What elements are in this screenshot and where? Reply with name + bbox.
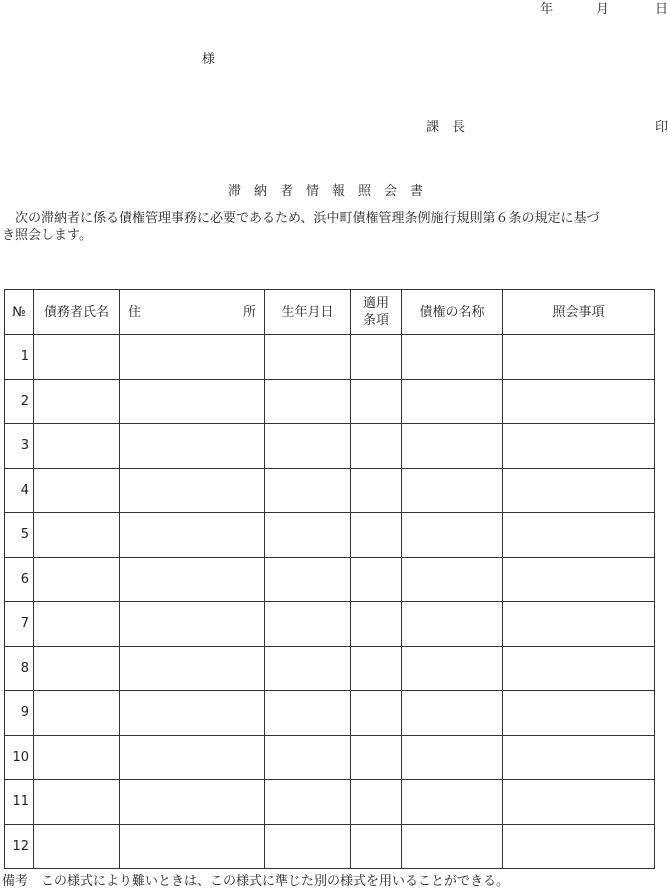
cell-address[interactable] — [120, 691, 265, 736]
cell-claim-name[interactable] — [402, 335, 503, 380]
cell-debtor-name[interactable] — [34, 557, 120, 602]
cell-clause[interactable] — [351, 646, 402, 691]
seal-mark: 印 — [655, 120, 668, 135]
cell-address[interactable] — [120, 735, 265, 780]
table-row — [5, 646, 655, 691]
cell-debtor-name[interactable] — [34, 468, 120, 513]
cell-clause[interactable] — [351, 424, 402, 469]
cell-clause[interactable] — [351, 468, 402, 513]
cell-claim-name[interactable] — [402, 735, 503, 780]
table-row — [5, 691, 655, 736]
table-row — [5, 335, 655, 380]
cell-birthdate[interactable] — [265, 424, 351, 469]
date-day: 日 — [655, 2, 668, 17]
cell-claim-name[interactable] — [402, 468, 503, 513]
header-no: № — [5, 290, 34, 335]
cell-clause[interactable] — [351, 691, 402, 736]
table-row — [5, 602, 655, 647]
body-line-1: 次の滞納者に係る債権管理事務に必要であるため、浜中町債権管理条例施行規則第６条の規定に基づ — [2, 211, 600, 226]
cell-debtor-name[interactable] — [34, 335, 120, 380]
header-address — [120, 290, 265, 335]
header-clause-line1: 適用 — [362, 296, 389, 311]
row-number: 9 — [5, 691, 34, 736]
cell-birthdate[interactable] — [265, 557, 351, 602]
cell-debtor-name[interactable] — [34, 780, 120, 825]
body-line-2: き照会します。 — [2, 228, 92, 243]
addressee-suffix: 様 — [202, 52, 216, 67]
header-clause-line2: 条項 — [362, 313, 389, 328]
cell-claim-name[interactable] — [402, 780, 503, 825]
row-number: 2 — [5, 379, 34, 424]
cell-inquiry[interactable] — [503, 691, 655, 736]
cell-birthdate[interactable] — [265, 824, 351, 869]
cell-claim-name[interactable] — [402, 691, 503, 736]
header-inquiry: 照会事項 — [503, 290, 655, 335]
cell-clause[interactable] — [351, 602, 402, 647]
cell-birthdate[interactable] — [265, 646, 351, 691]
cell-address[interactable] — [120, 424, 265, 469]
cell-debtor-name[interactable] — [34, 424, 120, 469]
cell-claim-name[interactable] — [402, 646, 503, 691]
cell-clause[interactable] — [351, 379, 402, 424]
cell-birthdate[interactable] — [265, 735, 351, 780]
cell-birthdate[interactable] — [265, 513, 351, 558]
cell-inquiry[interactable] — [503, 646, 655, 691]
date-line — [540, 0, 553, 17]
table-header-row — [5, 290, 655, 335]
row-number: 1 — [5, 335, 34, 380]
cell-inquiry[interactable] — [503, 602, 655, 647]
table-row — [5, 557, 655, 602]
cell-inquiry[interactable] — [503, 468, 655, 513]
cell-claim-name[interactable] — [402, 424, 503, 469]
cell-address[interactable] — [120, 335, 265, 380]
cell-debtor-name[interactable] — [34, 735, 120, 780]
row-number: 11 — [5, 780, 34, 825]
cell-inquiry[interactable] — [503, 335, 655, 380]
cell-birthdate[interactable] — [265, 335, 351, 380]
row-number: 3 — [5, 424, 34, 469]
cell-address[interactable] — [120, 557, 265, 602]
table-row — [5, 424, 655, 469]
cell-debtor-name[interactable] — [34, 691, 120, 736]
cell-debtor-name[interactable] — [34, 646, 120, 691]
table-row — [5, 780, 655, 825]
cell-address[interactable] — [120, 468, 265, 513]
header-clause — [351, 290, 402, 335]
cell-clause[interactable] — [351, 557, 402, 602]
cell-inquiry[interactable] — [503, 513, 655, 558]
cell-debtor-name[interactable] — [34, 824, 120, 869]
cell-clause[interactable] — [351, 824, 402, 869]
header-address-right: 所 — [242, 304, 256, 320]
footnote: 備考 この様式により難いときは、この様式に準じた別の様式を用いることができる。 — [2, 874, 510, 889]
cell-debtor-name[interactable] — [34, 602, 120, 647]
cell-address[interactable] — [120, 602, 265, 647]
row-number: 10 — [5, 735, 34, 780]
header-birthdate: 生年月日 — [265, 290, 351, 335]
cell-inquiry[interactable] — [503, 824, 655, 869]
row-number: 6 — [5, 557, 34, 602]
cell-inquiry[interactable] — [503, 424, 655, 469]
cell-clause[interactable] — [351, 513, 402, 558]
cell-debtor-name[interactable] — [34, 513, 120, 558]
table-row — [5, 379, 655, 424]
table-body — [5, 335, 655, 869]
cell-inquiry[interactable] — [503, 379, 655, 424]
row-number: 4 — [5, 468, 34, 513]
header-debtor-name: 債務者氏名 — [34, 290, 120, 335]
table-row — [5, 824, 655, 869]
sender-title: 課 長 — [426, 120, 466, 135]
date-month: 月 — [596, 2, 610, 17]
cell-address[interactable] — [120, 780, 265, 825]
cell-clause[interactable] — [351, 335, 402, 380]
cell-address[interactable] — [120, 824, 265, 869]
cell-birthdate[interactable] — [265, 468, 351, 513]
cell-address[interactable] — [120, 646, 265, 691]
cell-debtor-name[interactable] — [34, 379, 120, 424]
date-year: 年 — [540, 2, 554, 17]
cell-claim-name[interactable] — [402, 379, 503, 424]
cell-birthdate[interactable] — [265, 379, 351, 424]
cell-claim-name[interactable] — [402, 602, 503, 647]
cell-birthdate[interactable] — [265, 691, 351, 736]
cell-birthdate[interactable] — [265, 780, 351, 825]
row-number: 12 — [5, 824, 34, 869]
cell-inquiry[interactable] — [503, 780, 655, 825]
row-number: 8 — [5, 646, 34, 691]
cell-clause[interactable] — [351, 780, 402, 825]
cell-birthdate[interactable] — [265, 602, 351, 647]
cell-clause[interactable] — [351, 735, 402, 780]
table-row — [5, 735, 655, 780]
document-title: 滞 納 者 情 報 照 会 書 — [228, 184, 424, 199]
debtor-table — [4, 289, 655, 869]
cell-claim-name[interactable] — [402, 513, 503, 558]
cell-claim-name[interactable] — [402, 824, 503, 869]
table-row — [5, 513, 655, 558]
cell-address[interactable] — [120, 379, 265, 424]
cell-inquiry[interactable] — [503, 557, 655, 602]
cell-address[interactable] — [120, 513, 265, 558]
row-number: 5 — [5, 513, 34, 558]
cell-inquiry[interactable] — [503, 735, 655, 780]
row-number: 7 — [5, 602, 34, 647]
cell-claim-name[interactable] — [402, 557, 503, 602]
body-text — [2, 210, 666, 244]
header-claim-name: 債権の名称 — [402, 290, 503, 335]
header-address-left: 住 — [128, 304, 142, 320]
table-row — [5, 468, 655, 513]
